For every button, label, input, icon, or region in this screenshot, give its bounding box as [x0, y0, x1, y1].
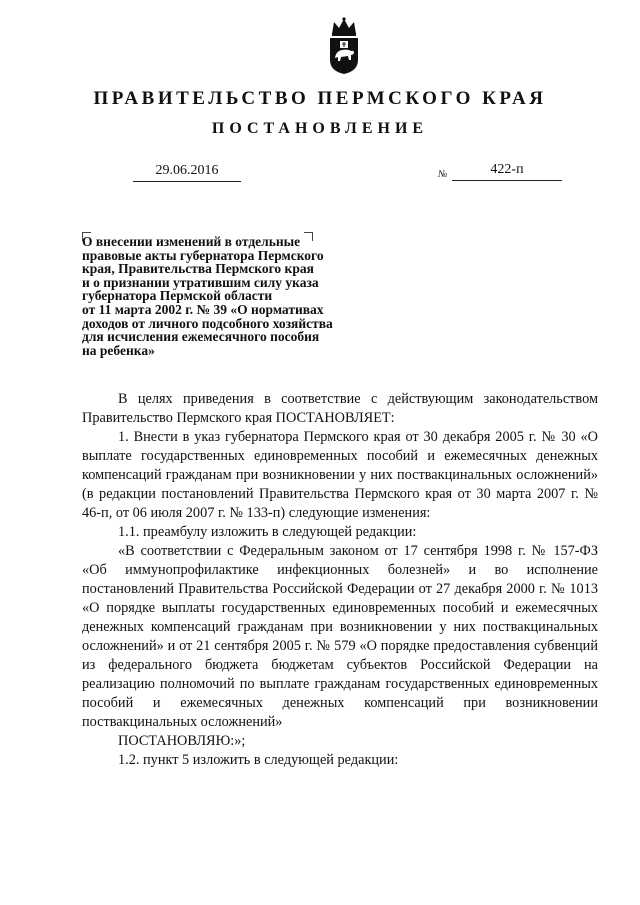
title-line: О внесении изменений в отдельные [82, 234, 301, 249]
body-paragraph: «В соответствии с Федеральным законом от 17 сентября 1998 г. № 157-ФЗ «Об иммунопрофилактике инфекционных болезней» и во исполнение постановлений Правительства Российской Федерации от 27 декабря 2000 г. № 1013 «О порядке выплаты государственных единовременных пособий и ежемесячных денежных компенсаций гражданам при возникновении у них поствакцинальных осложнений» и от 21 сентября 2005 г. № 579 «О порядке предоставления субвенций из федерального бюджета бюджетам субъектов Российской Федерации на реализацию полномочий по выплате гражданам государственных единовременных пособий и ежемесячных денежных компенсаций при возникновении поствакцинальных осложнений» [82, 543, 598, 730]
title-line: края, Правительства Пермского края [82, 261, 314, 277]
title-line: для исчисления ежемесячного пособия [82, 329, 320, 345]
body-paragraph: В целях приведения в соответствие с действующим законодательством Правительство Пермского края ПОСТАНОВЛЯЕТ: [82, 391, 598, 426]
title-line: на ребенка» [82, 342, 155, 358]
body-paragraph: 1. Внести в указ губернатора Пермского края от 30 декабря 2005 г. № 30 «О выплате государственных единовременных пособий и ежемесячных денежных компенсаций гражданам при возникновении у них поствакцинальных осложнений» (в редакции постановлений Правительства Пермского края от 30 марта 2007 г. № 46-п, от 06 июля 2007 г. № 133-п) следующие изменения: [82, 429, 598, 521]
body-paragraph: ПОСТАНОВЛЯЮ:»; [118, 733, 246, 749]
document-title [82, 235, 382, 357]
title-line: от 11 марта 2002 г. № 39 «О нормативах [82, 301, 324, 317]
title-line: и о признании утратившим силу указа [82, 274, 319, 290]
title-line: правовые акты губернатора Пермского [82, 247, 324, 263]
document-number: 422-п [452, 162, 562, 181]
title-line: губернатора Пермской области [82, 288, 273, 304]
document-body [82, 390, 598, 770]
body-paragraph: 1.2. пункт 5 изложить в следующей редакции: [118, 752, 399, 768]
perm-krai-coat-of-arms-icon [326, 16, 362, 76]
document-date: 29.06.2016 [133, 163, 241, 182]
document-type: ПОСТАНОВЛЕНИЕ [211, 120, 429, 137]
title-line: доходов от личного подсобного хозяйства [82, 315, 333, 331]
number-sign: № [438, 169, 448, 180]
organization-title: ПРАВИТЕЛЬСТВО ПЕРМСКОГО КРАЯ [93, 88, 547, 109]
body-paragraph: 1.1. преамбулу изложить в следующей редакции: [118, 524, 417, 540]
